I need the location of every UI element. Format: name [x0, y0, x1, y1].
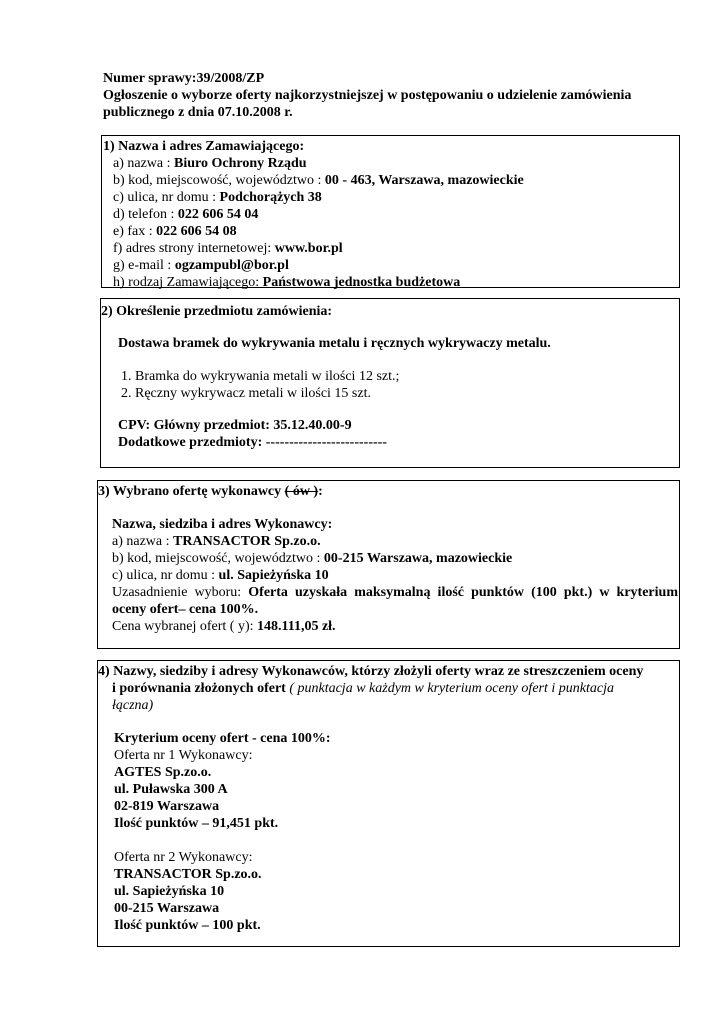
title-line-1: Ogłoszenie o wyborze oferty najkorzystniejszej w postępowaniu o udzielenie zamówienia [103, 88, 632, 103]
struck-plural: ( ów ) [284, 484, 319, 499]
section1-heading: 1) Nazwa i adres Zamawiającego: [103, 139, 305, 154]
offer-points: Ilość punktów – 100 pkt. [114, 918, 261, 933]
document-header [103, 70, 663, 121]
offer-street: ul. Sapieżyńska 10 [114, 884, 225, 899]
authority-city-row: b) kod, miejscowość, województwo : 00 - 463, Warszawa, mazowieckie [113, 173, 524, 188]
cpv-additional: Dodatkowe przedmioty: -------------------------- [118, 435, 387, 450]
contractor-subheading: Nazwa, siedziba i adres Wykonawcy: [112, 517, 333, 532]
selected-price-row: Cena wybranej ofert ( y): 148.111,05 zł. [112, 619, 336, 634]
authority-street-row: c) ulica, nr domu : Podchorążych 38 [113, 190, 322, 205]
section-contract-subject [100, 298, 680, 468]
section-contracting-authority [101, 135, 680, 288]
list-item: 2. Ręczny wykrywacz metali w ilości 15 szt. [121, 386, 371, 401]
authority-email-row: g) e-mail : ogzampubl@bor.pl [113, 258, 289, 273]
authority-name-row: a) nazwa : Biuro Ochrony Rządu [113, 156, 307, 171]
contractor-name-row: a) nazwa : TRANSACTOR Sp.zo.o. [112, 534, 321, 549]
contract-subject: Dostawa bramek do wykrywania metalu i ręcznych wykrywaczy metalu. [118, 336, 551, 351]
contractor-street-row: c) ulica, nr domu : ul. Sapieżyńska 10 [112, 568, 329, 583]
section4-heading-line2: i porównania złożonych ofert ( punktacja w każdym w kryterium oceny ofert i punktacja [112, 681, 614, 696]
authority-website-row: f) adres strony internetowej: www.bor.pl [113, 241, 343, 256]
offer-1 [114, 747, 331, 832]
section2-heading: 2) Określenie przedmiotu zamówienia: [101, 304, 333, 319]
offer-points: Ilość punktów – 91,451 pkt. [114, 816, 279, 831]
list-item: 1. Bramka do wykrywania metali w ilości 12 szt.; [121, 369, 400, 384]
section-offers-summary [97, 660, 680, 947]
section-selected-offer [97, 480, 680, 649]
cpv-main: CPV: Główny przedmiot: 35.12.40.00-9 [118, 418, 352, 433]
offer-2 [114, 849, 331, 934]
case-number: Numer sprawy:39/2008/ZP [103, 71, 265, 86]
authority-type-row: h) rodzaj Zamawiającego: Państwowa jednostka budżetowa [113, 275, 461, 290]
authority-fax-row: e) fax : 022 606 54 08 [113, 224, 237, 239]
contractor-city-row: b) kod, miejscowość, województwo : 00-215 Warszawa, mazowieckie [112, 551, 513, 566]
offer-city: 00-215 Warszawa [114, 901, 220, 916]
offer-company: AGTES Sp.zo.o. [114, 765, 212, 780]
offer-intro: Oferta nr 1 Wykonawcy: [114, 748, 253, 763]
offer-intro: Oferta nr 2 Wykonawcy: [114, 850, 253, 865]
authority-phone-row: d) telefon : 022 606 54 04 [113, 207, 259, 222]
selection-reason: Uzasadnienie wyboru: Oferta uzyskała maksymalną ilość punktów (100 pkt.) w kryterium oceny ofert– cena 100%. [112, 585, 678, 617]
section4-heading-line1: 4) Nazwy, siedziby i adresy Wykonawców, którzy złożyli oferty wraz ze streszczeniem oceny [98, 664, 644, 679]
offer-city: 02-819 Warszawa [114, 799, 220, 814]
evaluation-criterion: Kryterium oceny ofert - cena 100%: [114, 731, 331, 746]
section3-heading: 3) Wybrano ofertę wykonawcy ( ów ): [98, 484, 323, 499]
section4-heading-line3: łączna) [112, 698, 154, 713]
title-line-2: publicznego z dnia 07.10.2008 r. [103, 105, 293, 120]
offer-street: ul. Puławska 300 A [114, 782, 228, 797]
offer-company: TRANSACTOR Sp.zo.o. [114, 867, 262, 882]
